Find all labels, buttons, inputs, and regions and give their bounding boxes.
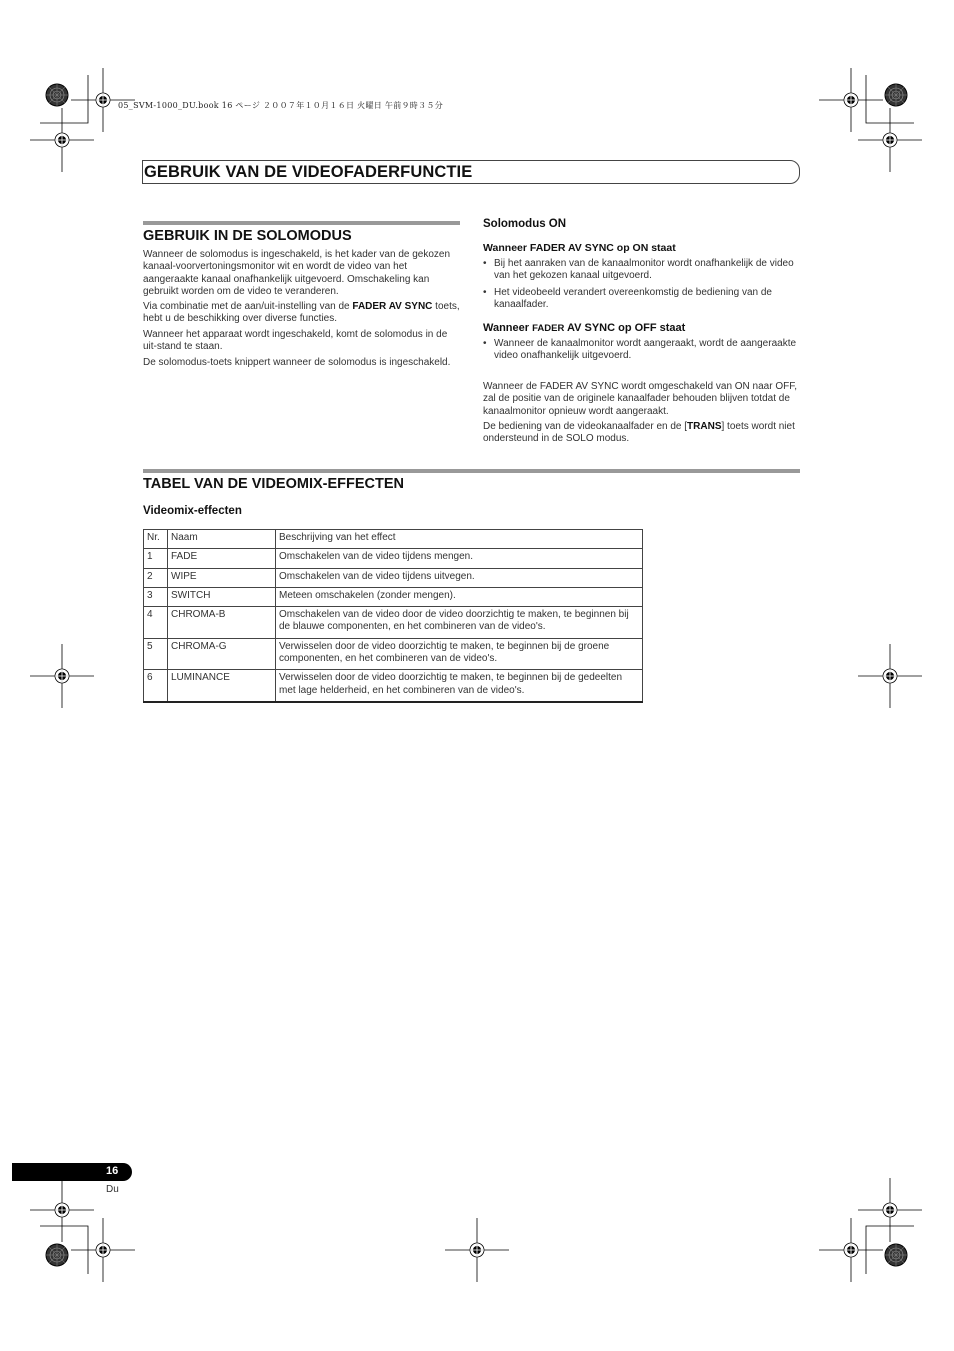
fader-av-sync-label: FADER AV SYNC <box>352 301 433 312</box>
solo-paragraph-1: Wanneer de solomodus is ingeschakeld, is het kader van de gekozen kanaal-voorvertoningsmonitor wit en wordt de video van het aangeraakte kanaal onafhankelijk uitgevoerd. Omschakeling kan gebruikt worden om de video te veranderen. <box>143 249 451 297</box>
solo-paragraph-2: Via combinatie met de aan/uit-instelling van de FADER AV SYNC toets, hebt u de beschikking over diverse functies. <box>143 301 460 325</box>
table-cell: LUMINANCE <box>168 670 276 702</box>
section-rule-mix <box>143 469 800 473</box>
solo-heading: GEBRUIK IN DE SOLOMODUS <box>143 228 352 244</box>
table-cell: 3 <box>144 587 168 606</box>
table-header-row <box>144 530 643 549</box>
page-number: 16 <box>106 1165 119 1177</box>
table-row <box>144 568 643 587</box>
mix-heading: TABEL VAN DE VIDEOMIX-EFFECTEN <box>143 476 405 492</box>
table-cell: Omschakelen van de video door de video doorzichtig te maken, te beginnen bij de blauwe componenten, en het combineren van de video's. <box>276 607 643 639</box>
list-item: • Wanneer de kanaalmonitor wordt aangeraakt, wordt de aangeraakte video onafhankelijk uitgevoerd. <box>483 338 799 363</box>
sync-on-list <box>483 258 799 315</box>
header-cell: Naam <box>168 530 276 549</box>
list-item: • Het videobeeld verandert overeenkomstig de bediening van de kanaalfader. <box>483 287 799 312</box>
print-metadata: 05_SVM-1000_DU.book 16 ページ ２００７年１０月１６日 火曜日 午前９時３５分 <box>118 101 443 110</box>
table-row <box>144 638 643 670</box>
table-row <box>144 549 643 568</box>
table-cell: FADE <box>168 549 276 568</box>
table-row <box>144 607 643 639</box>
chapter-title: GEBRUIK VAN DE VIDEOFADERFUNCTIE <box>144 163 473 181</box>
table-row <box>144 587 643 606</box>
mix-subheading: Videomix-effecten <box>143 505 242 517</box>
table-cell: Verwisselen door de video doorzichtig te maken, te beginnen bij de gedeelten met lage helderheid, en het combineren van de video's. <box>276 670 643 702</box>
table-row <box>144 670 643 702</box>
trans-key-label: TRANS <box>687 421 722 432</box>
table-cell: WIPE <box>168 568 276 587</box>
table-cell: Omschakelen van de video tijdens uitvegen. <box>276 568 643 587</box>
language-code: Du <box>106 1184 119 1195</box>
sync-on-subheading: Wanneer FADER AV SYNC op ON staat <box>483 242 676 254</box>
table-cell: 2 <box>144 568 168 587</box>
table-cell: 6 <box>144 670 168 702</box>
table-cell: SWITCH <box>168 587 276 606</box>
table-cell: Meteen omschakelen (zonder mengen). <box>276 587 643 606</box>
dial-mark-top-right <box>885 84 907 106</box>
table-cell: CHROMA-B <box>168 607 276 639</box>
section-rule-solo <box>143 221 460 225</box>
table-cell: Omschakelen van de video tijdens mengen. <box>276 549 643 568</box>
solo-paragraph-3: Wanneer het apparaat wordt ingeschakeld, komt de solomodus in de uit-stand te staan. <box>143 329 448 353</box>
dial-mark-bottom-right <box>885 1244 907 1266</box>
chapter-banner <box>142 160 800 184</box>
header-cell: Beschrijving van het effect <box>276 530 643 549</box>
solo-on-heading: Solomodus ON <box>483 218 567 230</box>
table-cell: 4 <box>144 607 168 639</box>
solo-paragraph-4: De solomodus-toets knippert wanneer de solomodus is ingeschakeld. <box>143 357 451 368</box>
table-cell: Verwisselen door de video doorzichtig te maken, te beginnen bij de groene componenten, en het combineren van de video's. <box>276 638 643 670</box>
sync-off-subheading: Wanneer FADER AV SYNC op OFF staat <box>483 322 686 334</box>
table-cell: CHROMA-G <box>168 638 276 670</box>
list-item: • Bij het aanraken van de kanaalmonitor wordt onafhankelijk de video van het gekozen kanaal uitgevoerd. <box>483 258 799 283</box>
dial-mark-bottom-left <box>46 1244 68 1266</box>
table-cell: 1 <box>144 549 168 568</box>
sync-off-list <box>483 338 799 367</box>
dial-mark-top-left <box>46 84 68 106</box>
header-cell: Nr. <box>144 530 168 549</box>
table-cell: 5 <box>144 638 168 670</box>
solo-on-paragraph-2: De bediening van de videokanaalfader en de [TRANS] toets wordt niet ondersteund in de SOLO modus. <box>483 421 795 445</box>
effects-table <box>143 529 643 703</box>
solo-on-paragraph-1: Wanneer de FADER AV SYNC wordt omgeschakeld van ON naar OFF, zal de positie van de originele kanaalfader behouden blijven totdat de kanaalmonitor opnieuw wordt aangeraakt. <box>483 381 798 417</box>
